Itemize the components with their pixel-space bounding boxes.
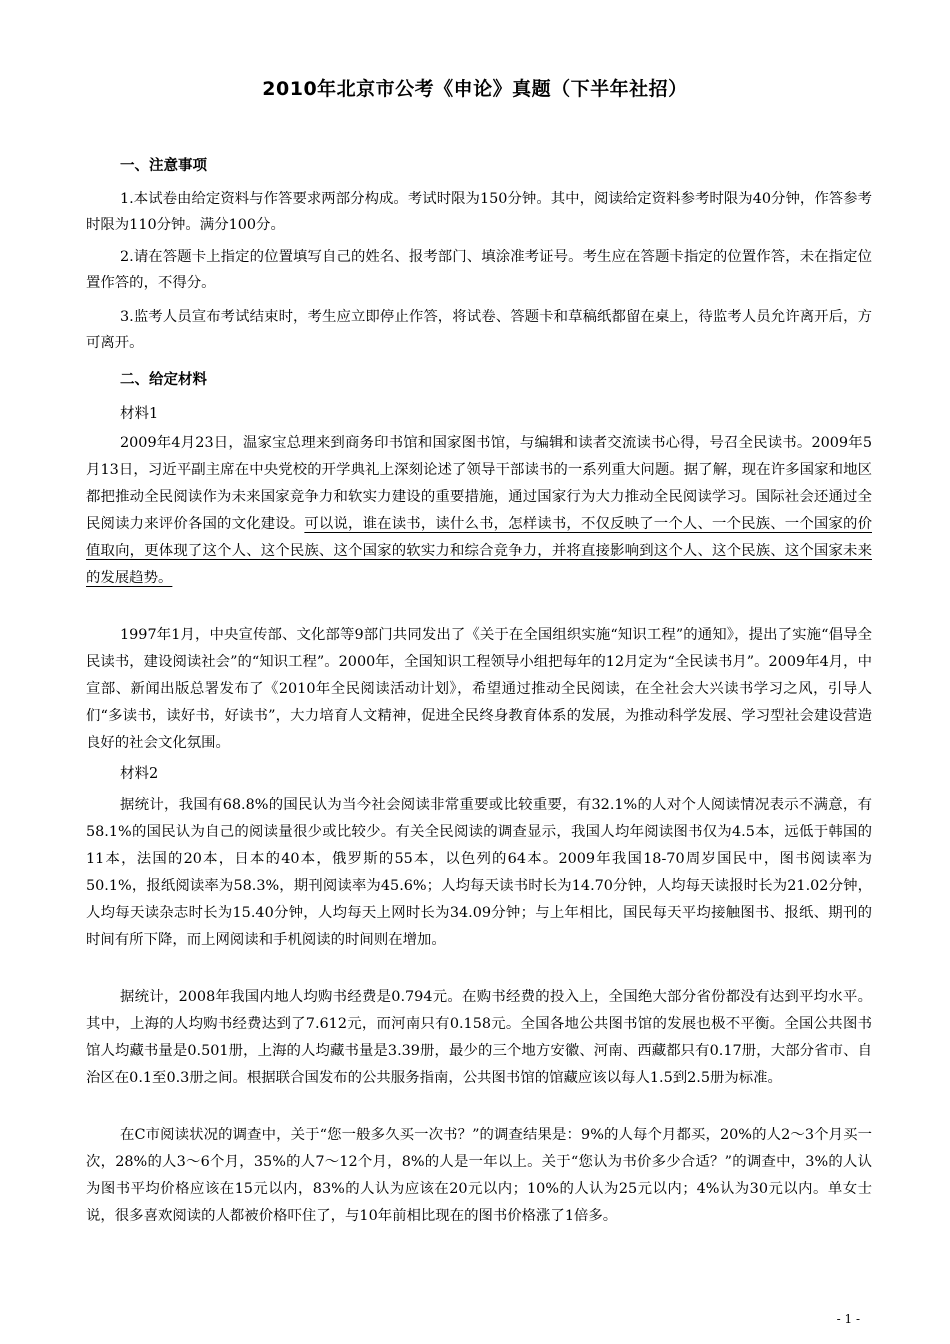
material-2-heading: 材料2: [120, 766, 159, 782]
material-1-heading: 材料1: [120, 406, 159, 422]
page-number: - 1 -: [836, 1312, 860, 1326]
notice-item-1: 1.本试卷由给定资料与作答要求两部分构成。考试时限为150分钟。其中，阅读给定资料参考时限为40分钟，作答参考时限为110分钟。满分100分。: [86, 191, 872, 233]
document-title: 2010年北京市公考《申论》真题（下半年社招）: [262, 78, 688, 100]
material-2-paragraph-1: 据统计，我国有68.8%的国民认为当今社会阅读非常重要或比较重要，有32.1%的人对个人阅读情况表示不满意，有58.1%的国民认为自己的阅读量很少或比较少。有关全民阅读的调查显示，我国人均年阅读图书仅为4.5本，远低于韩国的11本，法国的20本，日本的40本，俄罗斯的55本，以色列的64本。2009年我国18-70周岁国民中，图书阅读率为50.1%，报纸阅读率为58.3%，期刊阅读率为45.6%；人均每天读书时长为14.70分钟，人均每天读报时长为21.02分钟，人均每天读杂志时长为15.40分钟，人均每天上网时长为34.09分钟；与上年相比，国民每天平均接触图书、报纸、期刊的时间有所下降，而上网阅读和手机阅读的时间则在增加。: [86, 797, 872, 948]
notice-item-3: 3.监考人员宣布考试结束时，考生应立即停止作答，将试卷、答题卡和草稿纸都留在桌上，待监考人员允许离开后，方可离开。: [86, 309, 872, 351]
section-heading-notices: 一、注意事项: [120, 158, 207, 174]
section-heading-materials: 二、给定材料: [120, 372, 207, 388]
notice-item-2: 2.请在答题卡上指定的位置填写自己的姓名、报考部门、填涂准考证号。考生应在答题卡指定的位置作答，未在指定位置作答的，不得分。: [86, 249, 872, 291]
underlined-passage: 可以说，谁在读书，读什么书，怎样读书，不仅反映了一个人、一个民族、一个国家的价值取向，更体现了这个人、这个民族、这个国家的软实力和综合竞争力，并将直接影响到这个人、这个民族、这个国家未来的发展趋势。: [86, 516, 872, 586]
material-1-paragraph-2: 1997年1月，中央宣传部、文化部等9部门共同发出了《关于在全国组织实施“知识工程”的通知》，提出了实施“倡导全民读书，建设阅读社会”的“知识工程”。2000年，全国知识工程领导小组把每年的12月定为“全民读书月”。2009年4月，中宣部、新闻出版总署发布了《2010年全民阅读活动计划》，希望通过推动全民阅读，在全社会大兴读书学习之风，引导人们“多读书，读好书，好读书”，大力培育人文精神，促进全民终身教育体系的发展，为推动科学发展、学习型社会建设营造良好的社会文化氛围。: [86, 627, 872, 751]
material-1-paragraph-1: [86, 430, 872, 592]
material-2-paragraph-2: 据统计，2008年我国内地人均购书经费是0.794元。在购书经费的投入上，全国绝大部分省份都没有达到平均水平。其中，上海的人均购书经费达到了7.612元，而河南只有0.158元。全国各地公共图书馆的发展也极不平衡。全国公共图书馆人均藏书量是0.501册，上海的人均藏书量是3.39册，最少的三个地方安徽、河南、西藏都只有0.17册，大部分省市、自治区在0.1至0.3册之间。根据联合国发布的公共服务指南，公共图书馆的馆藏应该以每人1.5到2.5册为标准。: [86, 989, 872, 1086]
paragraph-text: 2009年4月23日，温家宝总理来到商务印书馆和国家图书馆，与编辑和读者交流读书心得，号召全民读书。2009年5月13日，习近平副主席在中央党校的开学典礼上深刻论述了领导干部读书的一系列重大问题。据了解，现在许多国家和地区都把推动全民阅读作为未来国家竞争力和软实力建设的重要措施，通过国家行为大力推动全民阅读学习。国际社会还通过全民阅读力来评价各国的文化建设。: [86, 435, 872, 532]
material-2-paragraph-3: 在C市阅读状况的调查中，关于“您一般多久买一次书？”的调查结果是：9%的人每个月都买，20%的人2～3个月买一次，28%的人3～6个月，35%的人7～12个月，8%的人是一年以上。关于“您认为书价多少合适？”的调查中，3%的人认为图书平均价格应该在15元以内，83%的人认为应该在20元以内；10%的人认为25元以内；4%认为30元以内。单女士说，很多喜欢阅读的人都被价格吓住了，与10年前相比现在的图书价格涨了1倍多。: [86, 1127, 872, 1224]
